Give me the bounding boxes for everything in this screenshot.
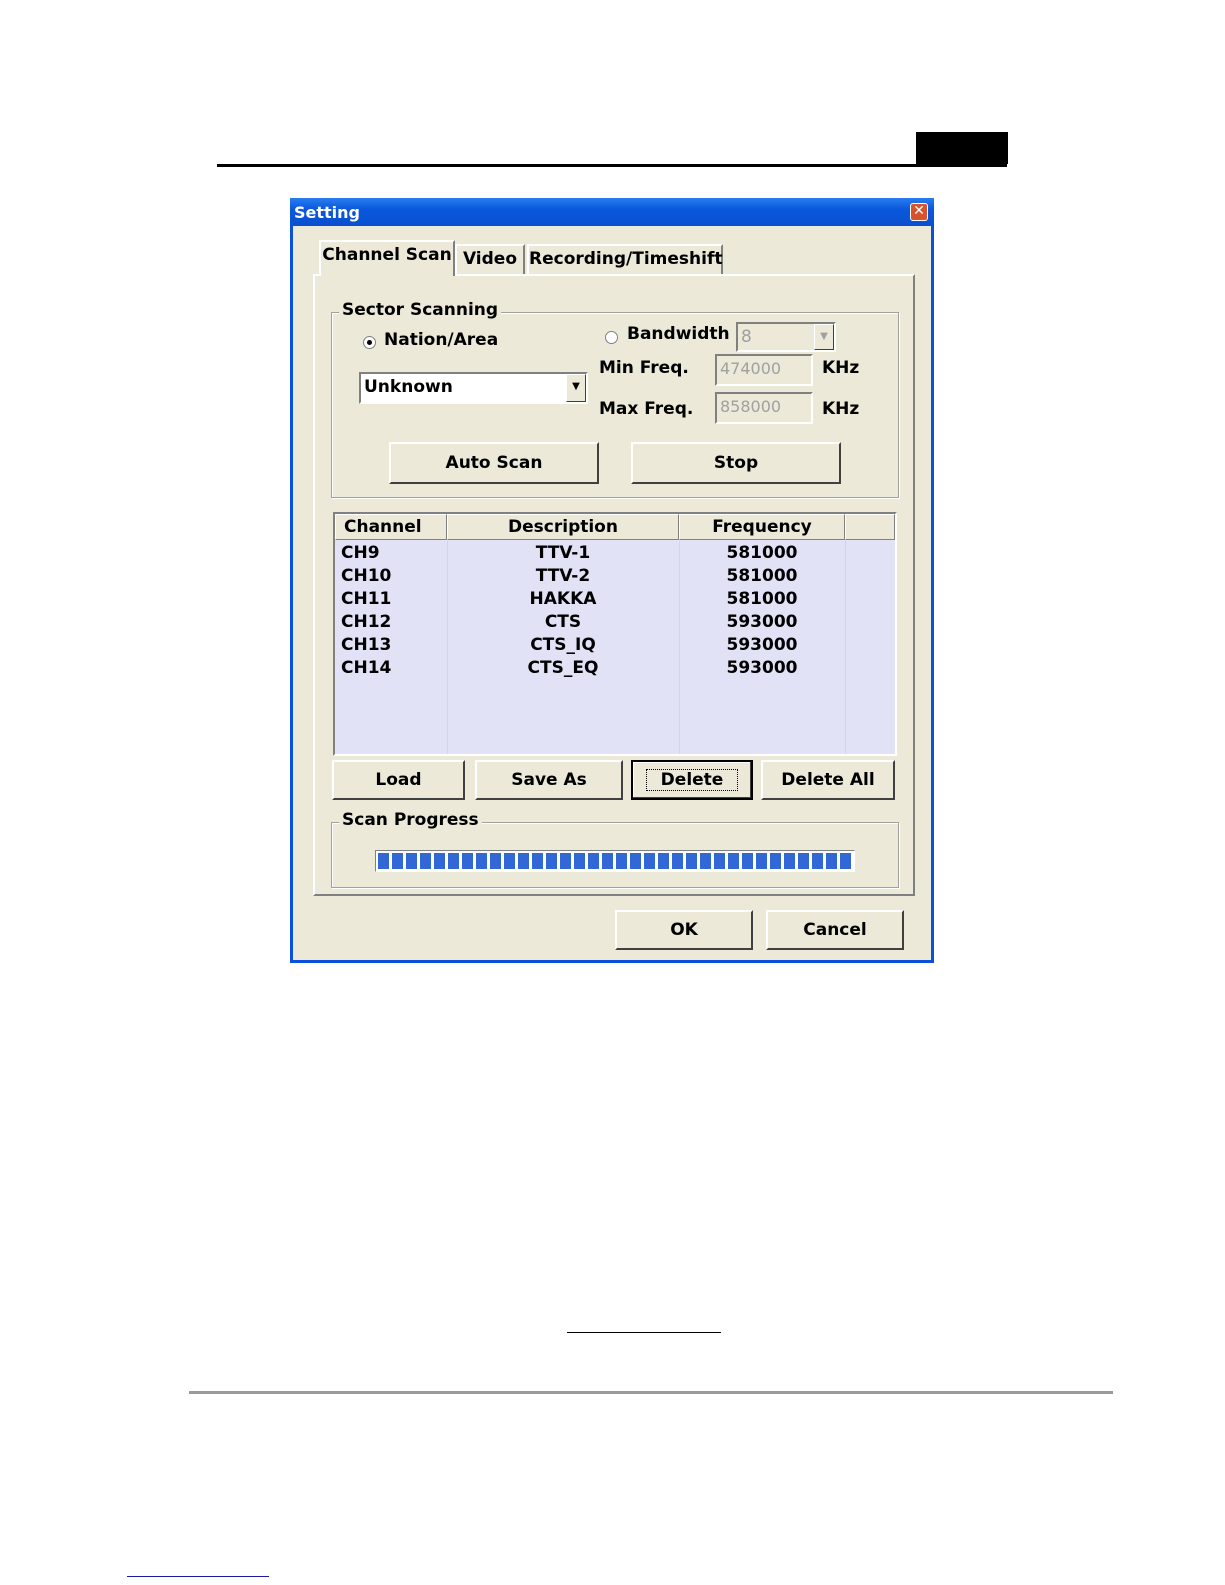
column-header-channel[interactable]: Channel — [335, 514, 447, 540]
delete-all-button[interactable]: Delete All — [761, 760, 895, 800]
channel-list-header — [335, 514, 895, 540]
close-icon[interactable]: ✕ — [910, 203, 928, 221]
nation-area-label: Nation/Area — [384, 330, 499, 350]
column-header-description[interactable]: Description — [447, 514, 679, 540]
footer-link-underline — [127, 1576, 269, 1577]
channel-list[interactable] — [333, 512, 897, 756]
nation-area-radio[interactable] — [363, 336, 376, 349]
max-freq-unit: KHz — [822, 399, 860, 419]
description-cell: CTS_EQ — [527, 658, 599, 678]
column-header-empty — [845, 514, 895, 540]
header-black-block — [916, 132, 1008, 164]
nation-area-value: Unknown — [364, 377, 453, 397]
ok-button[interactable]: OK — [615, 910, 753, 950]
table-row[interactable] — [335, 588, 895, 611]
tab-channel-scan[interactable]: Channel Scan — [319, 240, 455, 276]
cancel-button[interactable]: Cancel — [766, 910, 904, 950]
blank-underline — [567, 1332, 721, 1333]
description-cell: TTV-1 — [535, 543, 591, 563]
footer-rule — [189, 1391, 1113, 1394]
chevron-down-icon[interactable]: ▼ — [566, 374, 586, 402]
channel-cell: CH12 — [341, 612, 392, 632]
column-header-frequency[interactable]: Frequency — [679, 514, 845, 540]
frequency-cell: 593000 — [726, 635, 798, 655]
channel-cell: CH14 — [341, 658, 392, 678]
bandwidth-label: Bandwidth — [627, 324, 730, 344]
description-cell: TTV-2 — [535, 566, 591, 586]
table-row[interactable] — [335, 542, 895, 565]
save-as-button[interactable]: Save As — [475, 760, 623, 800]
channel-cell: CH9 — [341, 543, 380, 563]
max-freq-field[interactable]: 858000 — [715, 392, 813, 424]
delete-button-label: Delete — [647, 770, 738, 790]
frequency-cell: 581000 — [726, 543, 798, 563]
bandwidth-radio[interactable] — [605, 331, 618, 344]
bandwidth-value: 8 — [741, 327, 752, 347]
min-freq-unit: KHz — [822, 358, 860, 378]
table-row[interactable] — [335, 565, 895, 588]
stop-button[interactable]: Stop — [631, 442, 841, 484]
nation-area-select[interactable] — [359, 372, 588, 404]
header-rule — [217, 164, 1007, 167]
bandwidth-select[interactable] — [736, 322, 836, 352]
channel-cell: CH13 — [341, 635, 392, 655]
channel-cell: CH11 — [341, 589, 392, 609]
chevron-down-icon[interactable]: ▼ — [814, 324, 834, 350]
description-cell: CTS — [544, 612, 582, 632]
max-freq-label: Max Freq. — [599, 399, 694, 419]
table-row[interactable] — [335, 657, 895, 680]
min-freq-label: Min Freq. — [599, 358, 689, 378]
sector-scanning-label: Sector Scanning — [339, 300, 501, 320]
frequency-cell: 581000 — [726, 589, 798, 609]
channel-cell: CH10 — [341, 566, 392, 586]
title-bar[interactable] — [290, 198, 934, 226]
tab-video[interactable]: Video — [455, 244, 525, 274]
table-row[interactable] — [335, 611, 895, 634]
description-cell: CTS_IQ — [530, 635, 596, 655]
description-cell: HAKKA — [529, 589, 597, 609]
frequency-cell: 593000 — [726, 658, 798, 678]
min-freq-field[interactable]: 474000 — [715, 354, 813, 386]
tab-recording-timeshift[interactable]: Recording/Timeshift — [527, 244, 723, 274]
load-button[interactable]: Load — [332, 760, 465, 800]
dialog-title: Setting — [294, 203, 360, 222]
setting-dialog — [290, 198, 934, 963]
scan-progress-bar — [375, 850, 855, 872]
scan-progress-fill — [378, 853, 852, 869]
delete-button[interactable] — [631, 760, 753, 800]
scan-progress-label: Scan Progress — [339, 810, 482, 830]
frequency-cell: 593000 — [726, 612, 798, 632]
frequency-cell: 581000 — [726, 566, 798, 586]
table-row[interactable] — [335, 634, 895, 657]
auto-scan-button[interactable]: Auto Scan — [389, 442, 599, 484]
